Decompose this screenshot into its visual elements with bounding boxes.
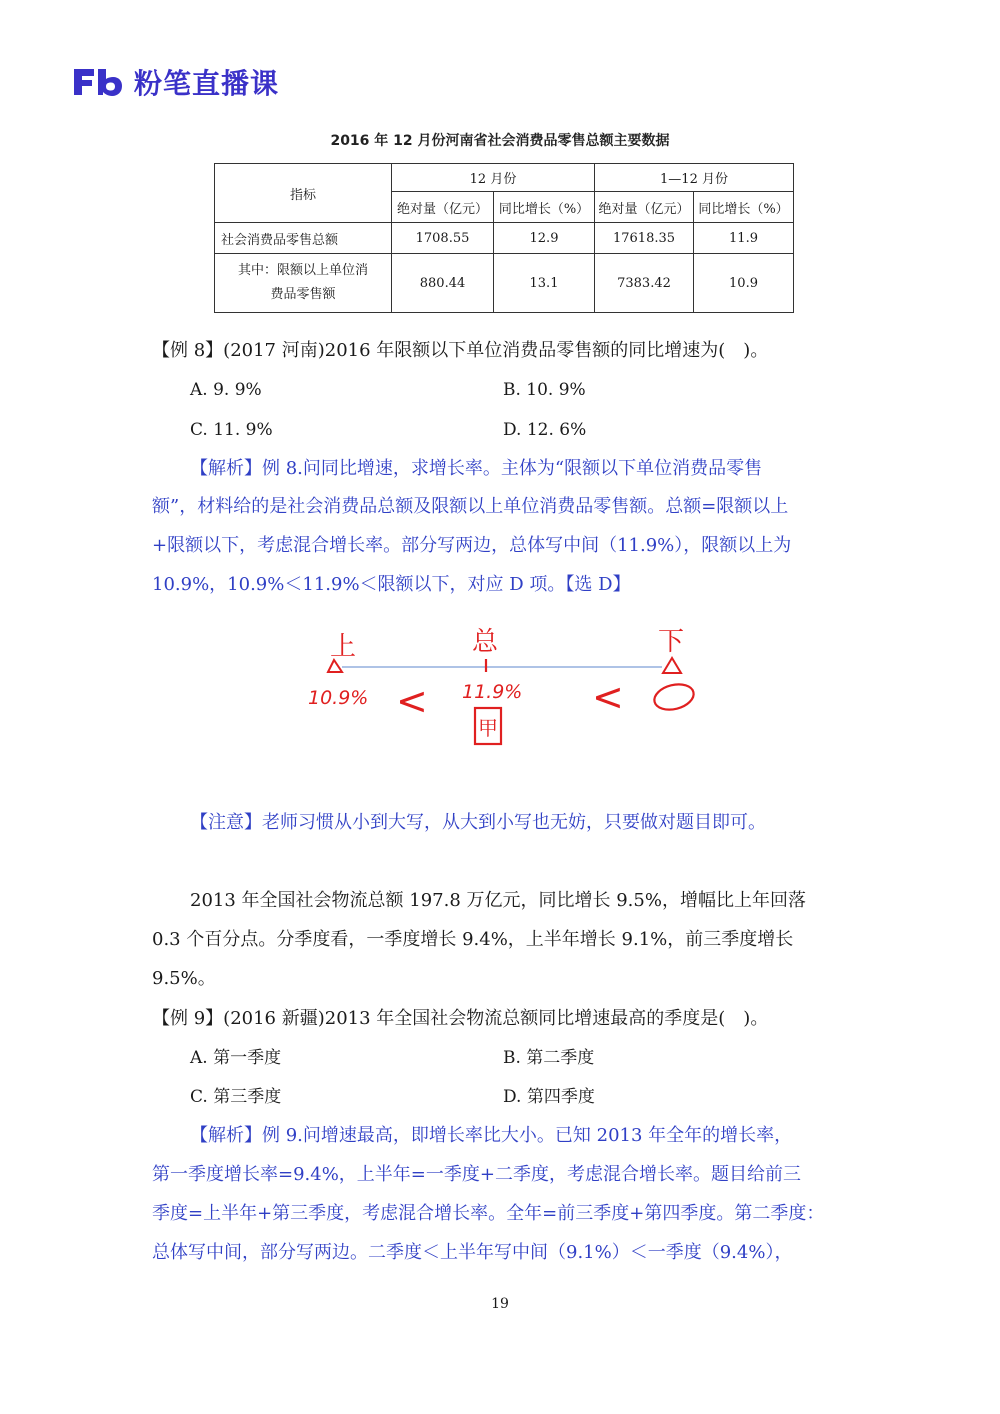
cell: 13.1 xyxy=(494,254,595,313)
ex8-analysis-line1: 【解析】例 8.问同比增速，求增长率。主体为“限额以下单位消费品零售 xyxy=(190,458,763,479)
sketch-circle xyxy=(652,681,697,714)
sketch-lt-2: < xyxy=(592,675,624,719)
cell: 17618.35 xyxy=(595,223,694,254)
cell: 7383.42 xyxy=(595,254,694,313)
header-dec-group: 12 月份 xyxy=(392,164,595,192)
fenbi-logo-icon xyxy=(70,65,124,99)
page-number: 19 xyxy=(491,1296,509,1312)
ex8-option-b: B. 10. 9% xyxy=(503,380,586,400)
cell: 1708.55 xyxy=(392,223,494,254)
ex9-option-d: D. 第四季度 xyxy=(503,1087,595,1107)
logo-text: 粉笔直播课 xyxy=(134,67,280,100)
header-logo xyxy=(70,62,279,102)
sketch-lt-1: < xyxy=(396,679,428,723)
cell: 11.9 xyxy=(694,223,794,254)
sketch-mid-char: 总 xyxy=(472,627,499,657)
sketch-right-triangle xyxy=(663,658,681,673)
ex8-analysis-line4: 10.9%，10.9%＜11.9%＜限额以下，对应 D 项。【选 D】 xyxy=(152,574,631,595)
ex8-analysis-line3: +限额以下，考虑混合增长率。部分写两边，总体写中间（11.9%），限额以上为 xyxy=(152,535,792,556)
header-ytd-group: 1—12 月份 xyxy=(595,164,794,192)
note-text: 【注意】老师习惯从小到大写，从大到小写也无妨，只要做对题目即可。 xyxy=(190,812,766,833)
header-abs-ytd: 绝对量（亿元） xyxy=(595,192,694,223)
cell: 10.9 xyxy=(694,254,794,313)
data-table xyxy=(214,163,794,313)
ex9-analysis-line2: 第一季度增长率=9.4%，上半年=一季度+二季度，考虑混合增长率。题目给前三 xyxy=(152,1164,801,1185)
ex9-option-b: B. 第二季度 xyxy=(503,1048,595,1068)
sketch-left-value: 10.9% xyxy=(308,687,369,709)
handwritten-sketch xyxy=(300,610,720,760)
cell: 12.9 xyxy=(494,223,595,254)
row-label-line2: 费品零售额 xyxy=(270,287,336,302)
ex9-analysis-line4: 总体写中间，部分写两边。二季度＜上半年写中间（9.1%）＜一季度（9.4%）， xyxy=(152,1242,793,1263)
ex8-question: 【例 8】(2017 河南)2016 年限额以下单位消费品零售额的同比增速为( )。 xyxy=(152,340,769,361)
material2-line2: 0.3 个百分点。分季度看，一季度增长 9.4%，上半年增长 9.1%，前三季度增长 xyxy=(152,929,794,950)
table-row xyxy=(215,223,794,254)
row-label xyxy=(215,254,392,313)
ex9-analysis-line1: 【解析】例 9.问增速最高，即增长率比大小。已知 2013 年全年的增长率， xyxy=(190,1125,793,1146)
sketch-mid-value: 11.9% xyxy=(462,681,523,703)
row-label-line1: 其中：限额以上单位消 xyxy=(237,263,368,278)
sketch-box-char: 甲 xyxy=(478,716,498,740)
ex8-option-d: D. 12. 6% xyxy=(503,420,587,440)
header-abs: 绝对量（亿元） xyxy=(392,192,494,223)
material2-line1: 2013 年全国社会物流总额 197.8 万亿元，同比增长 9.5%，增幅比上年回落 xyxy=(190,890,806,911)
table-row xyxy=(215,254,794,313)
header-indicator: 指标 xyxy=(215,164,392,223)
ex9-option-c: C. 第三季度 xyxy=(190,1087,282,1107)
table-title: 2016 年 12 月份河南省社会消费品零售总额主要数据 xyxy=(330,133,670,149)
ex9-option-a: A. 第一季度 xyxy=(190,1048,282,1068)
ex8-option-a: A. 9. 9% xyxy=(190,380,262,400)
sketch-right-char: 下 xyxy=(658,627,685,657)
ex8-analysis-line2: 额”，材料给的是社会消费品总额及限额以上单位消费品零售额。总额=限额以上 xyxy=(152,496,789,517)
sketch-left-char: 上 xyxy=(330,632,357,662)
cell: 880.44 xyxy=(392,254,494,313)
ex9-analysis-line3: 季度=上半年+第三季度，考虑混合增长率。全年=前三季度+第四季度。第二季度： xyxy=(152,1203,825,1224)
header-growth: 同比增长（%） xyxy=(494,192,595,223)
ex8-option-c: C. 11. 9% xyxy=(190,420,273,440)
ex9-question: 【例 9】(2016 新疆)2013 年全国社会物流总额同比增速最高的季度是( )。 xyxy=(152,1008,769,1029)
header-growth-ytd: 同比增长（%） xyxy=(694,192,794,223)
row-label: 社会消费品零售总额 xyxy=(215,223,392,254)
material2-line3: 9.5%。 xyxy=(152,968,216,989)
